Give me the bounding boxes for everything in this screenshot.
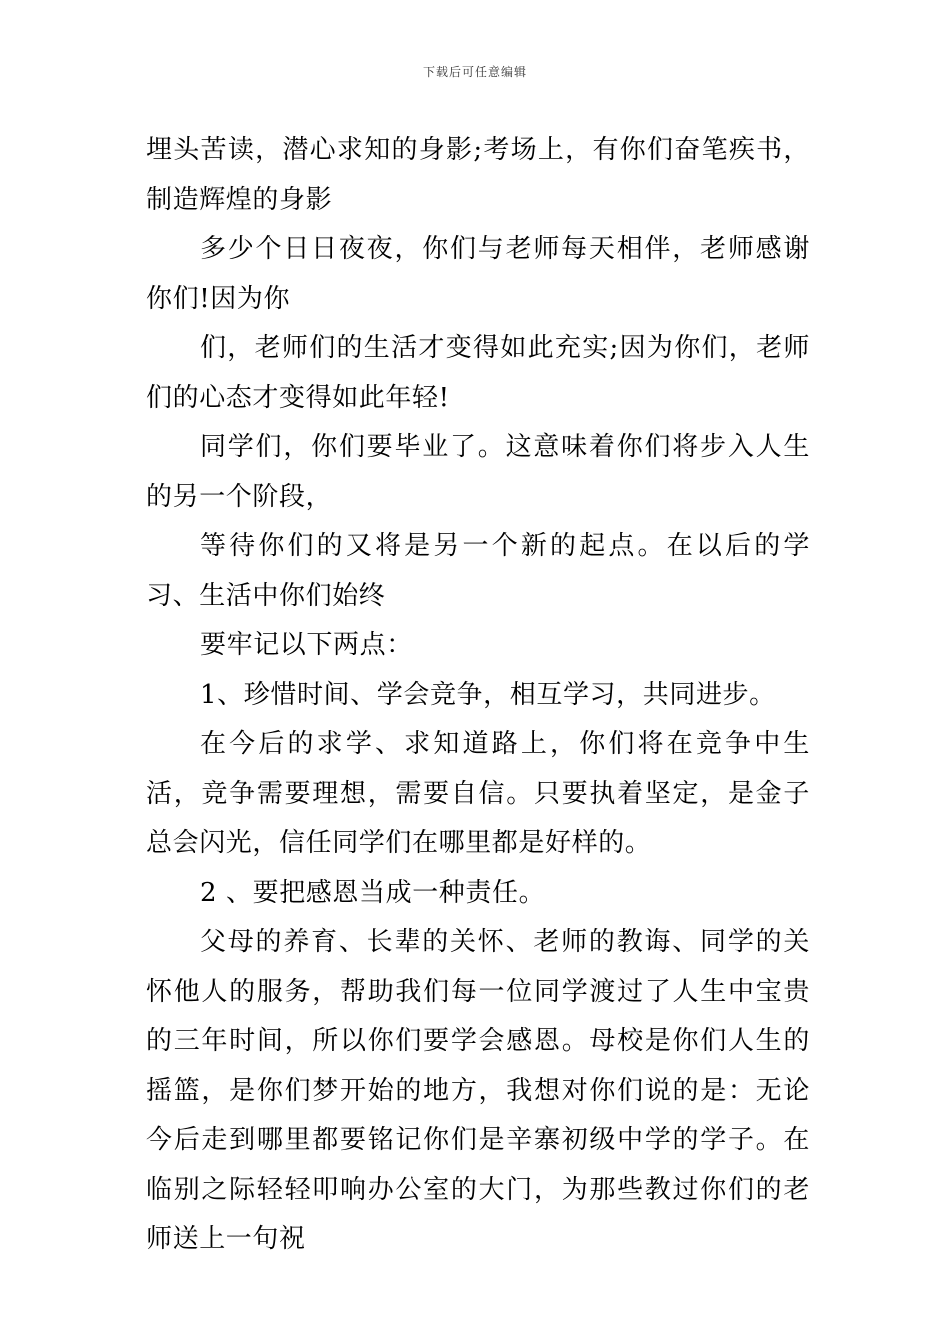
page-header: 下载后可任意编辑 bbox=[422, 65, 527, 79]
paragraph-7: 在今后的求学、求知道路上，你们将在竞争中生活，竞争需要理想，需要自信。只要执着坚定，是金子总会闪光，信任同学们在哪里都是好样的。 bbox=[146, 729, 810, 858]
paragraph-5: 等待你们的又将是另一个新的起点。在以后的学习、生活中你们始终 bbox=[146, 531, 810, 611]
paragraph-8: 父母的养育、长辈的关怀、老师的教诲、同学的关怀他人的服务，帮助我们每一位同学渡过了人生中宝贵的三年时间，所以你们要学会感恩。母校是你们人生的摇篮，是你们梦开始的地方，我想对你们说的是：无论今后走到哪里都要铭记你们是辛寨初级中学的学子。在临别之际轻轻叩响办公室的大门，为那些教过你们的老师送上一句祝 bbox=[146, 927, 810, 1254]
paragraph-3: 们，老师们的生活才变得如此充实;因为你们，老师们的心态才变得如此年轻! bbox=[146, 333, 810, 413]
paragraph-4: 同学们，你们要毕业了。这意味着你们将步入人生的另一个阶段， bbox=[146, 432, 810, 512]
list-item-1: 1、珍惜时间、学会竞争，相互学习，共同进步。 bbox=[200, 679, 776, 710]
list-item-2: 2 、要把感恩当成一种责任。 bbox=[200, 877, 546, 908]
document-body bbox=[146, 126, 810, 1265]
paragraph-6: 要牢记以下两点： bbox=[200, 630, 413, 660]
paragraph-2: 多少个日日夜夜，你们与老师每天相伴，老师感谢你们!因为你 bbox=[146, 234, 810, 314]
paragraph-1: 埋头苦读，潜心求知的身影;考场上，有你们奋笔疾书，制造辉煌的身影 bbox=[146, 135, 810, 215]
